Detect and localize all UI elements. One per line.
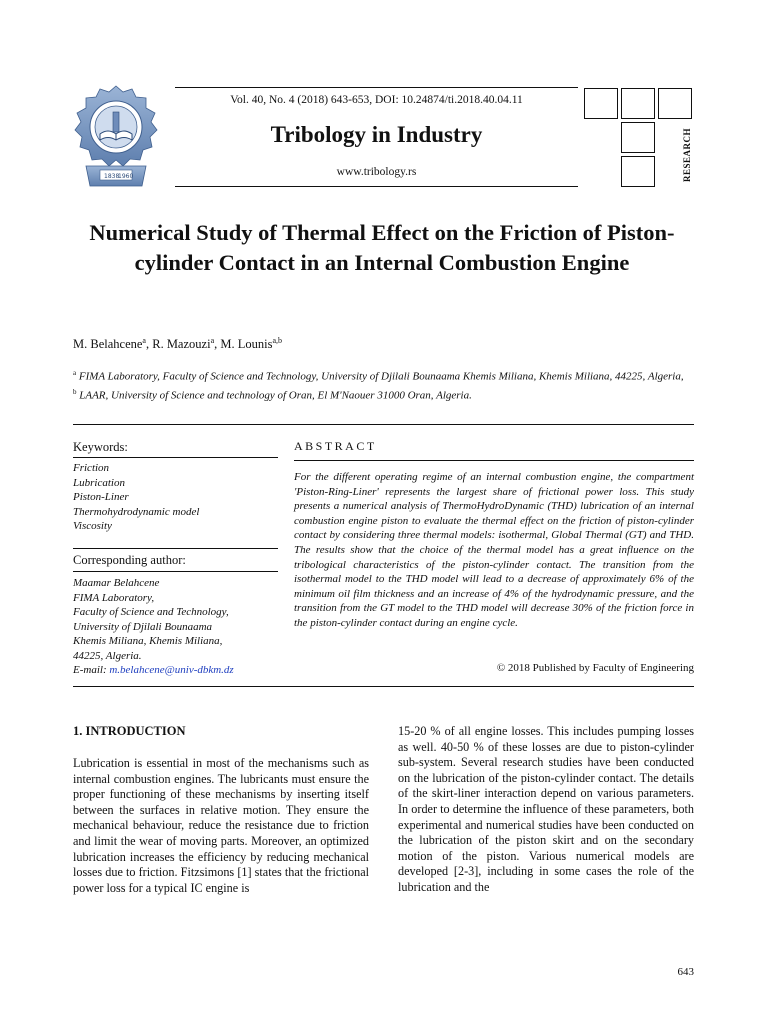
email-line: [73, 663, 234, 678]
affiliation-sup: a: [73, 369, 77, 377]
keywords-rule: [73, 457, 278, 458]
affiliation: [73, 385, 694, 404]
corresponding-line: FIMA Laboratory,: [73, 591, 155, 604]
category-label: RESEARCH: [682, 127, 692, 182]
author-name: R. Mazouzi: [152, 337, 211, 352]
affiliation-text: LAAR, University of Science and technology of Oran, El M'Naouer 31000 Oran, Algeria.: [79, 389, 472, 402]
abstract-heading: ABSTRACT: [294, 439, 377, 453]
logo-year-left: 1838: [104, 173, 120, 180]
abstract-text: For the different operating regime of an internal combustion engine, the compartment 'Piston-Ring-Liner' represents the largest share of frictional power loss. This study presents a numerical analysis of ThermoHydroDynamic (THD) lubrication of an internal combustion engine piston to evaluate the thermal effect on the friction of piston-cylinder contact by considering three thermal models: isothermal, Global Thermal (GT) and THD. The results show that the choice of the thermal model has a great influence on the tribological characteristics of the piston-cylinder contact. The transition from the isothermal model to the THD model will lead to a decrease of approximately 6% of the minimum oil film thickness and an increase of 4% of the hydrodynamic pressure, and the transition from the GT model to the THD model will decrease 30% of the friction force in the piston-cylinder contact during an engine cycle.: [294, 471, 694, 629]
affiliation-sup: b: [73, 387, 77, 396]
corresponding-line: University of Djilali Bounaama: [73, 620, 213, 633]
author-sup: a: [142, 336, 146, 345]
author-name: M. Belahcene: [73, 337, 143, 352]
keyword: Piston-Liner: [73, 491, 129, 503]
abstract-rule: [294, 460, 694, 461]
body-column-left: Lubrication is essential in most of the mechanisms such as internal combustion engines. The lubricants must ensure the proper functioning of these mechanisms by inserting itself between the surfaces in relative motion. They ensure the mechanical behaviour, reduce the resistance due to friction and limit the wear of moving parts. Moreover, an optimized lubrication increases the efficiency by reducing mechanical losses due to friction. Fitzsimons [1] states that the frictional power loss for a typical IC engine is: [73, 756, 369, 895]
header-box: [621, 88, 655, 119]
header-box: [658, 88, 692, 119]
keyword: Friction: [73, 462, 110, 474]
copyright-line: © 2018 Published by Faculty of Engineering: [496, 662, 694, 674]
corresponding-heading: Corresponding author:: [73, 553, 186, 567]
university-logo: [70, 82, 162, 194]
author-sup: a: [210, 336, 215, 345]
affiliation-text: FIMA Laboratory, Faculty of Science and Technology, University of Djilali Bounaama Khemis Miliana, Khemis Miliana, 44225, Algeria,: [78, 370, 684, 383]
email-label: E-mail:: [73, 664, 110, 676]
volume-line: Vol. 40, No. 4 (2018) 643-653, DOI: 10.24874/ti.2018.40.04.11: [230, 94, 523, 106]
corresponding-line: Faculty of Science and Technology,: [73, 606, 229, 618]
author-sup: a,b: [272, 336, 283, 345]
corresponding-line: 44225, Algeria.: [73, 649, 142, 662]
section-rule: [73, 424, 694, 425]
journal-website[interactable]: www.tribology.rs: [336, 166, 417, 178]
keyword: Thermohydrodynamic model: [73, 505, 200, 518]
header-box: [621, 156, 655, 187]
keyword: Lubrication: [73, 476, 125, 489]
corresponding-block: [73, 576, 234, 678]
author-name: M. Lounis: [220, 337, 273, 352]
article-title: Numerical Study of Thermal Effect on the Friction of Piston-cylinder Contact in an Internal Combustion Engine: [89, 220, 675, 275]
corresponding-rule: [73, 571, 278, 572]
keywords-heading: Keywords:: [73, 440, 128, 454]
corresponding-rule-top: [73, 548, 278, 549]
journal-title: Tribology in Industry: [270, 122, 483, 147]
header-box: [621, 122, 655, 153]
keyword: Viscosity: [73, 520, 112, 532]
email-link[interactable]: m.belahcene@univ-dbkm.dz: [109, 664, 234, 676]
keywords-list: [73, 461, 199, 534]
corresponding-line: Khemis Miliana, Khemis Miliana,: [73, 635, 223, 647]
affiliation: [73, 366, 694, 385]
header-box: [584, 88, 618, 119]
logo-year-right: 1960: [118, 173, 134, 180]
affiliations: [73, 366, 694, 403]
section-heading: 1. INTRODUCTION: [73, 724, 186, 738]
author-list: M. Belahcene$^a$, R. Mazouzi$^a$, M. Lounis$^{a,b}$: [73, 336, 283, 352]
header-top-rule: [175, 87, 578, 88]
page-number: 643: [677, 966, 694, 978]
section-rule: [73, 686, 694, 687]
header-bottom-rule: [175, 186, 578, 187]
corresponding-line: Maamar Belahcene: [73, 577, 160, 589]
body-column-right: 15-20 % of all engine losses. This includes pumping losses as well. 40-50 % of these losses are due to piston-cylinder sub-system. Several research studies have been conducted on the lubrication of the piston-cylinder contact. The details of the skirt-liner interaction depend on various parameters. In order to determine the influence of these parameters, both experimental and numerical studies have been conducted on the lubrication of the piston skirt and on the secondary motion of the piston. Various numerical models are developed [2-3], including in some cases the role of the lubrication and the: [398, 724, 694, 894]
